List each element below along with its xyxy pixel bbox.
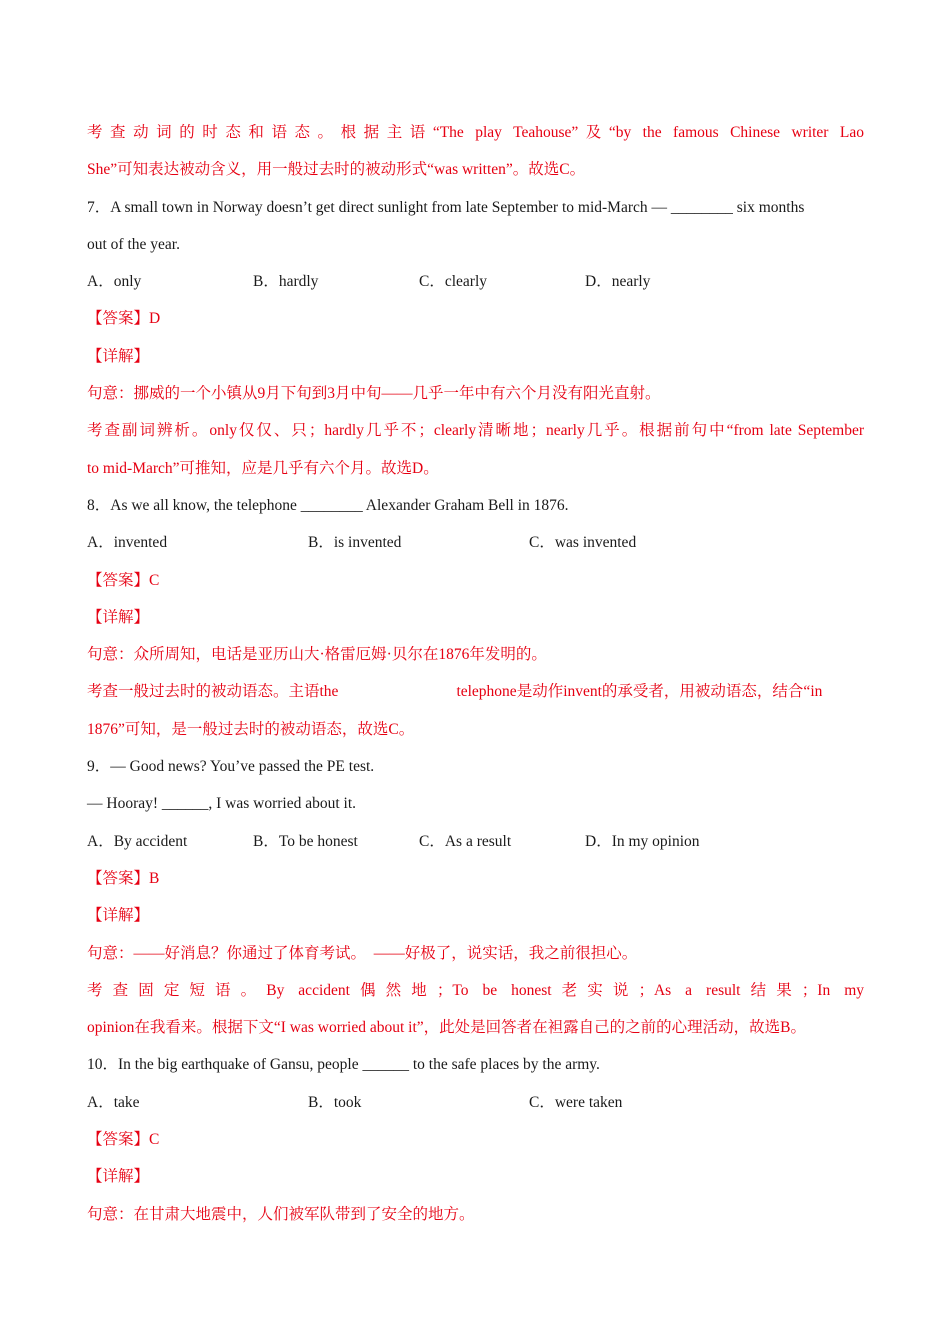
- option-c: C．clearly: [419, 273, 488, 291]
- question-9-detail-label: 【详解】: [87, 907, 150, 925]
- option-b: B．took: [308, 1093, 362, 1111]
- question-8-analysis-continued: 1876”可知，是一般过去时的被动语态，故选C。: [87, 720, 415, 738]
- option-a: A．invented: [87, 534, 168, 552]
- question-8-stem: 8．As we all know, the telephone ________ Alexander Graham Bell in 1876.: [87, 496, 569, 514]
- question-8-detail-label: 【详解】: [87, 608, 150, 626]
- question-7-detail-label: 【详解】: [87, 347, 150, 365]
- question-10-stem: 10．In the big earthquake of Gansu, people ______ to the safe places by the army.: [87, 1056, 600, 1074]
- document-page: [87, 114, 864, 1233]
- option-b: B．hardly: [253, 273, 319, 291]
- question-8-answer: 【答案】C: [87, 571, 160, 589]
- question-7-answer: 【答案】D: [87, 310, 161, 328]
- question-9-stem: 9．— Good news? You’ve passed the PE test.: [87, 758, 375, 776]
- option-b: B．To be honest: [253, 832, 358, 850]
- question-8-analysis: [87, 673, 864, 710]
- option-d: D．In my opinion: [585, 832, 700, 850]
- question-9-options: [87, 823, 864, 860]
- question-9-stem-reply: — Hooray! ______, I was worried about it.: [87, 795, 357, 813]
- question-7-stem: 7．A small town in Norway doesn’t get direct sunlight from late September to mid-March — ________ six months: [87, 198, 805, 216]
- question-10-detail-label: 【详解】: [87, 1168, 150, 1186]
- option-a: A．only: [87, 273, 142, 291]
- option-d: D．nearly: [585, 273, 651, 291]
- question-10-answer: 【答案】C: [87, 1131, 160, 1149]
- question-9-meaning: 句意：——好消息？你通过了体育考试。 ——好极了，说实话，我之前很担心。: [87, 944, 638, 962]
- option-a: A．By accident: [87, 832, 188, 850]
- option-b: B．is invented: [308, 534, 402, 552]
- question-9-analysis: 考查固定短语。By accident偶然地；To be honest老实说；As a result结果；In my: [87, 981, 864, 999]
- option-c: C．was invented: [529, 534, 637, 552]
- question-9-analysis-continued: opinion在我看来。根据下文“I was worried about it”，此处是回答者在袒露自己的之前的心理活动，故选B。: [87, 1019, 806, 1037]
- question-7-analysis-continued: to mid-March”可推知，应是几乎有六个月。故选D。: [87, 459, 439, 477]
- question-8-options: [87, 524, 864, 561]
- option-a: A．take: [87, 1093, 140, 1111]
- analysis-line: She”可知表达被动含义，用一般过去时的被动形式“was written”。故选C。: [87, 161, 586, 179]
- option-c: C．were taken: [529, 1093, 623, 1111]
- option-c: C．As a result: [419, 832, 512, 850]
- analysis-part-2: telephone是动作invent的承受者，用被动语态，结合“in: [456, 683, 823, 701]
- question-9-answer: 【答案】B: [87, 869, 160, 887]
- question-10-options: [87, 1084, 864, 1121]
- question-10-meaning: 句意：在甘肃大地震中，人们被军队带到了安全的地方。: [87, 1205, 475, 1223]
- question-7-stem-continued: out of the year.: [87, 235, 180, 253]
- question-7-analysis: 考查副词辨析。only仅仅、只；hardly几乎不；clearly清晰地；nearly几乎。根据前句中“from late September: [87, 422, 864, 440]
- analysis-line: 考查动词的时态和语态。根据主语“The play Teahouse”及“by the famous Chinese writer Lao: [87, 124, 864, 141]
- question-7-options: [87, 263, 864, 300]
- question-7-meaning: 句意：挪威的一个小镇从9月下旬到3月中旬——几乎一年中有六个月没有阳光直射。: [87, 385, 661, 403]
- analysis-part-1: 考查一般过去时的被动语态。主语the: [87, 683, 339, 701]
- question-8-meaning: 句意：众所周知，电话是亚历山大·格雷厄姆·贝尔在1876年发明的。: [87, 646, 547, 664]
